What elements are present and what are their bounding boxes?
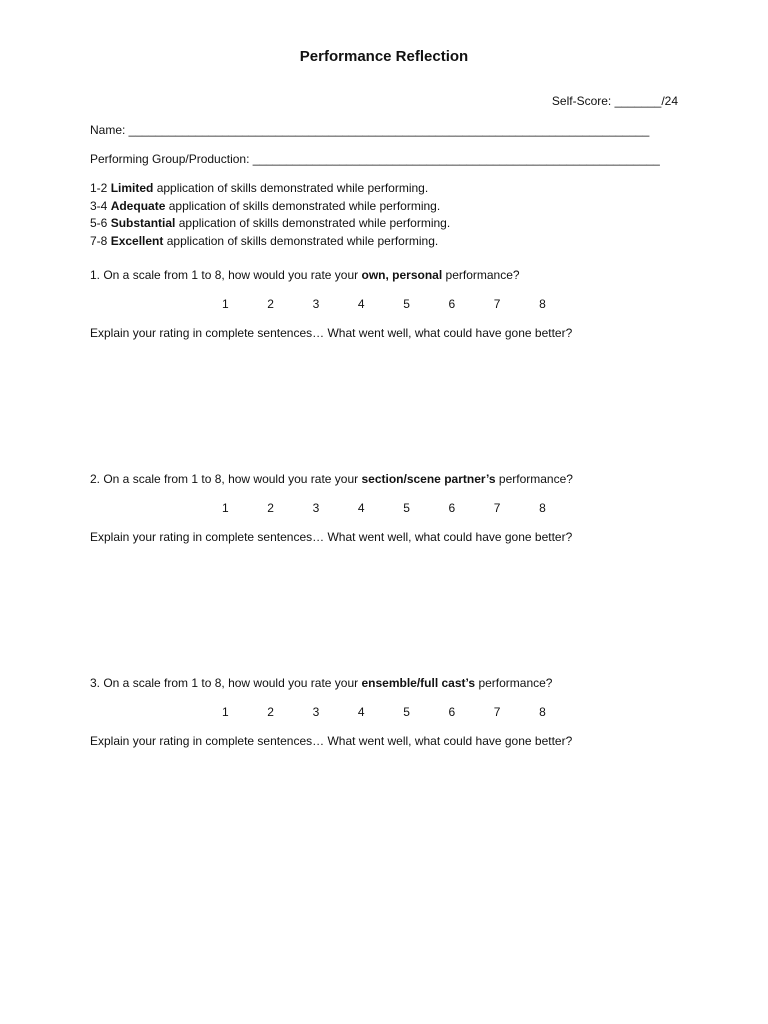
rating-scale-2 — [222, 501, 584, 516]
rating-option[interactable]: 3 — [312, 297, 320, 311]
rating-option[interactable]: 8 — [539, 501, 546, 515]
page-title: Performance Reflection — [299, 48, 469, 65]
rating-option[interactable]: 1 — [222, 501, 229, 515]
rating-option[interactable]: 7 — [493, 297, 501, 311]
rating-option[interactable]: 3 — [312, 501, 320, 515]
rating-option[interactable]: 6 — [448, 297, 456, 311]
question-2: 2. On a scale from 1 to 8, how would you rate your section/scene partner’s performance? — [90, 472, 573, 486]
rating-option[interactable]: 7 — [493, 501, 501, 515]
explain-prompt-1: Explain your rating in complete sentences… What went well, what could have gone better? — [90, 326, 573, 340]
rubric-row: 7-8 Excellent application of skills demonstrated while performing. — [90, 233, 439, 248]
rating-option[interactable]: 2 — [267, 501, 274, 515]
rating-scale-1 — [222, 297, 584, 312]
rubric-row: 5-6 Substantial application of skills demonstrated while performing. — [90, 216, 451, 230]
rating-option[interactable]: 5 — [403, 501, 410, 515]
rating-option[interactable]: 5 — [403, 297, 410, 311]
rating-option[interactable]: 4 — [357, 705, 365, 719]
rating-option[interactable]: 6 — [448, 501, 456, 515]
rating-option[interactable]: 2 — [267, 297, 274, 311]
rating-option[interactable]: 6 — [448, 705, 456, 719]
rating-option[interactable]: 8 — [539, 297, 546, 311]
rubric-row: 3-4 Adequate application of skills demonstrated while performing. — [90, 198, 441, 213]
question-3: 3. On a scale from 1 to 8, how would you rate your ensemble/full cast’s performance? — [90, 676, 553, 690]
rating-option[interactable]: 7 — [493, 705, 501, 719]
rating-option[interactable]: 4 — [357, 297, 365, 311]
question-1: 1. On a scale from 1 to 8, how would you rate your own, personal performance? — [90, 268, 520, 282]
rating-option[interactable]: 1 — [222, 705, 229, 719]
rating-option[interactable]: 1 — [222, 297, 229, 311]
rating-option[interactable]: 5 — [403, 705, 410, 719]
rating-option[interactable]: 4 — [357, 501, 365, 515]
explain-prompt-3: Explain your rating in complete sentences… What went well, what could have gone better? — [90, 734, 573, 748]
rating-rubric — [90, 181, 450, 251]
rating-scale-3 — [222, 705, 584, 720]
rating-option[interactable]: 8 — [539, 705, 546, 719]
performing-group-field[interactable]: Performing Group/Production: _____________________________________________________________ — [90, 152, 660, 166]
name-field[interactable]: Name: ______________________________________________________________________________ — [90, 123, 650, 137]
explain-prompt-2: Explain your rating in complete sentences… What went well, what could have gone better? — [90, 530, 573, 544]
rating-option[interactable]: 2 — [267, 705, 274, 719]
rating-option[interactable]: 3 — [312, 705, 320, 719]
rubric-row: 1-2 Limited application of skills demonstrated while performing. — [90, 181, 429, 195]
self-score-field[interactable]: Self-Score: _______/24 — [551, 94, 678, 108]
